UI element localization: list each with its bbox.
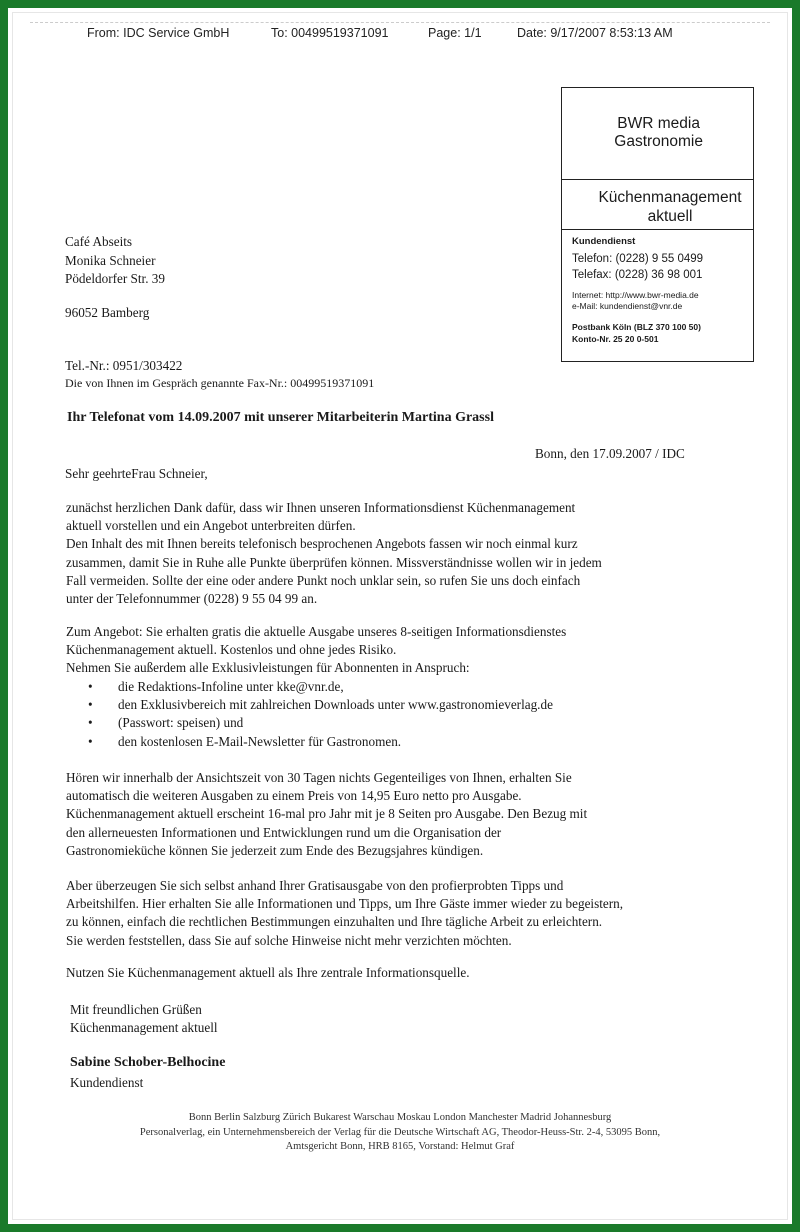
brand-logo	[614, 115, 703, 151]
p4-line: Aber überzeugen Sie sich selbst anhand Ihrer Gratisausgabe von den profierprobten Tipps und	[66, 878, 564, 893]
fax-header-rule	[30, 22, 770, 23]
telefon: Telefon: (0228) 9 55 0499	[572, 253, 704, 265]
recipient-street: Pödeldorfer Str. 39	[65, 271, 165, 286]
p2-line: Nehmen Sie außerdem alle Exklusivleistungen für Abonnenten in Anspruch:	[66, 660, 470, 676]
p1-line: Fall vermeiden. Sollte der eine oder andere Punkt noch unklar sein, so rufen Sie uns doch einfach	[66, 572, 581, 588]
kundendienst-label: Kundendienst	[572, 236, 636, 247]
p3-line: automatisch die weiteren Ausgaben zu einem Preis von 14,95 Euro netto pro Ausgabe.	[66, 788, 522, 804]
bank-line2: Konto-Nr. 25 20 0-501	[572, 334, 659, 344]
list-item-continued: • (Passwort: speisen) und	[88, 714, 553, 732]
bank-line1: Postbank Köln (BLZ 370 100 50)	[572, 322, 701, 332]
p4-line: zu können, einfach die rechtlichen Bestimmungen einzuhalten und Ihre tägliche Arbeit zu erleichtern.	[66, 914, 603, 930]
fax-to: To: 00499519371091	[271, 26, 389, 40]
p2-line: Zum Angebot: Sie erhalten gratis die aktuelle Ausgabe unseres 8-seitigen Informationsdienstes	[66, 624, 567, 639]
list-item: • den kostenlosen E-Mail-Newsletter für Gastronomen.	[88, 733, 553, 751]
p3-line: Küchenmanagement aktuell erscheint 16-mal pro Jahr mit je 8 Seiten pro Ausgabe. Den Bezug mit	[66, 806, 588, 822]
p1-line: unter der Telefonnummer (0228) 9 55 04 99 an.	[66, 591, 318, 607]
internet: Internet: http://www.bwr-media.de	[572, 290, 699, 300]
recipient-fax: Die von Ihnen im Gespräch genannte Fax-Nr.: 00499519371091	[65, 376, 375, 390]
list-item: • den Exklusivbereich mit zahlreichen Downloads unter www.gastronomieverlag.de	[88, 696, 553, 714]
fax-from: From: IDC Service GmbH	[87, 26, 230, 40]
p3-line: den allerneuesten Informationen und Entwicklungen rund um die Organisation der	[66, 824, 502, 840]
fax-page: Page: 1/1	[428, 26, 482, 40]
letter-date: Bonn, den 17.09.2007 / IDC	[535, 446, 685, 461]
brand-name: BWR media	[617, 115, 700, 132]
p1-line: aktuell vorstellen und ein Angebot unterbreiten dürfen.	[66, 518, 356, 534]
recipient-company: Café Abseits	[65, 234, 133, 249]
paragraph-2	[66, 623, 566, 678]
p4-line: Sie werden feststellen, dass Sie auf solche Hinweise nicht mehr verzichten möchten.	[66, 932, 512, 948]
signatory-name: Sabine Schober-Belhocine	[70, 1055, 226, 1070]
brand-subtitle: Gastronomie	[614, 133, 703, 150]
letter-subject: Ihr Telefonat vom 14.09.2007 mit unserer Mitarbeiterin Martina Grassl	[67, 410, 494, 425]
p2-line: Küchenmanagement aktuell. Kostenlos und ohne jedes Risiko.	[66, 642, 397, 658]
product-name	[580, 188, 760, 226]
salutation: Sehr geehrteFrau Schneier,	[65, 466, 208, 481]
fax-date: Date: 9/17/2007 8:53:13 AM	[517, 26, 673, 40]
p4-line: Arbeitshilfen. Hier erhalten Sie alle Informationen und Tipps, um Ihre Gäste immer wieder zu begeistern,	[66, 896, 624, 912]
recipient-tel: Tel.-Nr.: 0951/303422	[65, 358, 183, 373]
p1-line: zunächst herzlichen Dank dafür, dass wir Ihnen unseren Informationsdienst Küchenmanagement	[66, 500, 576, 515]
brand-section	[562, 88, 753, 180]
product-section	[562, 180, 753, 230]
footer-register: Amtsgericht Bonn, HRB 8165, Vorstand: Helmut Graf	[285, 1141, 515, 1152]
recipient-name: Monika Schneier	[65, 252, 156, 268]
product-line1: Küchenmanagement	[598, 189, 742, 206]
letterhead-box	[561, 87, 754, 362]
p1-line: zusammen, damit Sie in Ruhe alle Punkte überprüfen können. Missverständnisse wollen wir in jedem	[66, 554, 602, 570]
list-item: • die Redaktions-Infoline unter kke@vnr.de,	[88, 678, 553, 696]
footer-company: Personalverlag, ein Unternehmensbereich der Verlag für die Deutsche Wirtschaft AG, Theodor-Heuss-Str. 2-4, 53095 Bonn,	[139, 1127, 661, 1138]
product-line2: aktuell	[647, 208, 693, 225]
closing-company: Küchenmanagement aktuell	[70, 1020, 218, 1035]
paragraph-3	[66, 769, 587, 860]
recipient-city: 96052 Bamberg	[65, 305, 150, 320]
p5-line: Nutzen Sie Küchenmanagement aktuell als Ihre zentrale Informationsquelle.	[66, 965, 470, 980]
recipient-address	[65, 233, 165, 289]
signatory-role: Kundendienst	[70, 1075, 144, 1090]
p3-line: Hören wir innerhalb der Ansichtszeit von 30 Tagen nichts Gegenteiliges von Ihnen, erhalten Sie	[66, 770, 572, 785]
p3-line: Gastronomieküche können Sie jederzeit zum Ende des Bezugsjahres kündigen.	[66, 842, 484, 858]
footer-cities: Bonn Berlin Salzburg Zürich Bukarest Warschau Moskau London Manchester Madrid Johannesburg	[188, 1112, 612, 1123]
telefax: Telefax: (0228) 36 98 001	[572, 269, 703, 281]
paragraph-1	[66, 499, 602, 608]
paragraph-5	[66, 964, 470, 982]
paragraph-4	[66, 877, 623, 950]
email: e-Mail: kundendienst@vnr.de	[572, 301, 683, 311]
closing-greeting: Mit freundlichen Grüßen	[70, 1002, 202, 1017]
benefits-list	[88, 678, 553, 751]
p1-line: Den Inhalt des mit Ihnen bereits telefonisch besprochenen Angebots fassen wir noch einmal kurz	[66, 536, 578, 552]
